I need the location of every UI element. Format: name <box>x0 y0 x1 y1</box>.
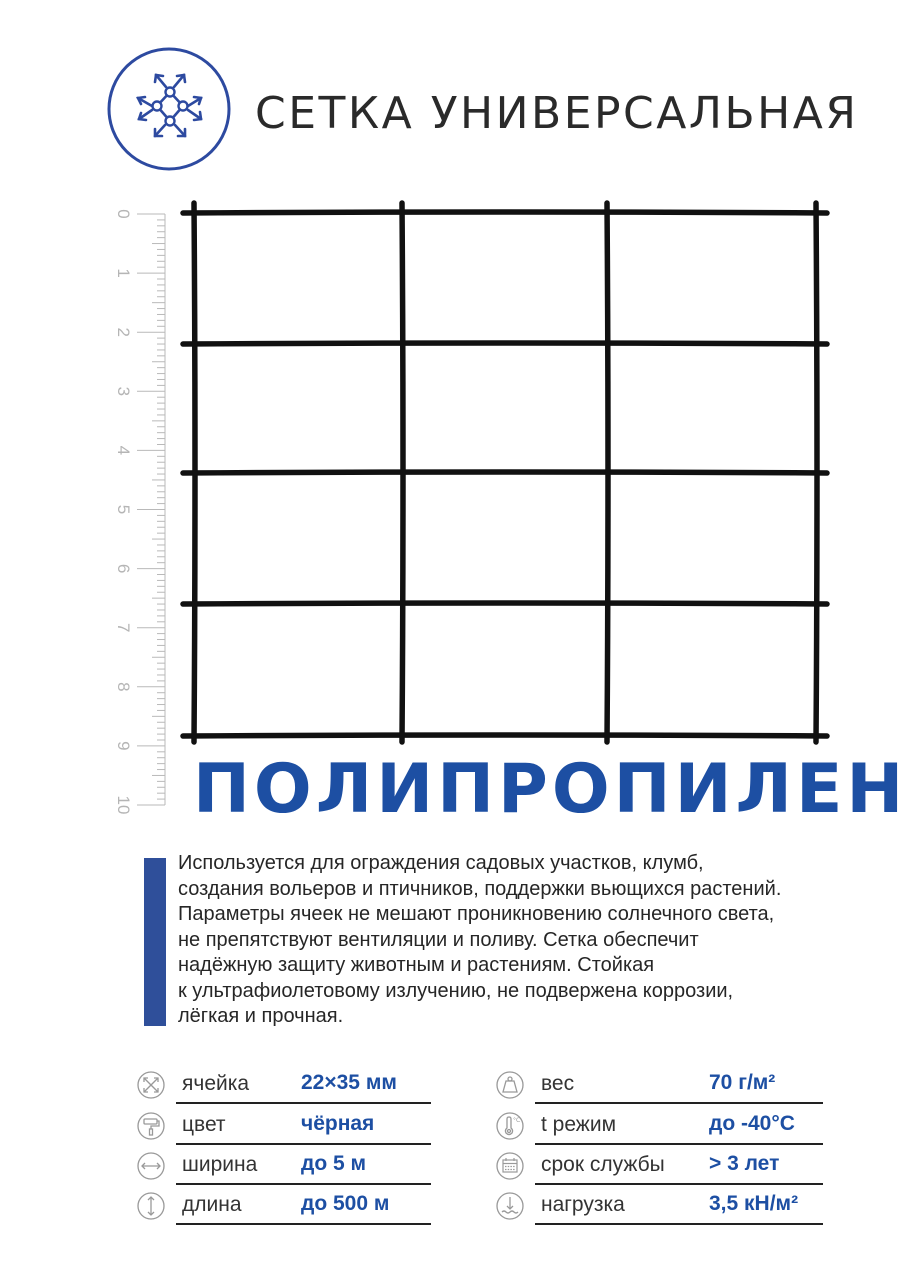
ruler <box>114 209 165 814</box>
divider <box>176 1183 431 1185</box>
mesh-grid <box>183 203 827 742</box>
divider <box>176 1102 431 1104</box>
spec-value: 22×35 мм <box>301 1071 397 1094</box>
spec-label: t режим <box>541 1113 617 1136</box>
ruler-label: 7 <box>114 622 133 633</box>
spec-label: ячейка <box>182 1072 250 1095</box>
divider <box>176 1223 431 1225</box>
spec-value: до -40°C <box>709 1112 795 1135</box>
spec-label: вес <box>541 1072 575 1095</box>
cell-size-icon <box>136 1070 166 1100</box>
description-line: лёгкая и прочная. <box>178 1005 344 1027</box>
description-line: Параметры ячеек не мешают проникновению солнечного света, <box>178 903 775 925</box>
spec-value: до 500 м <box>301 1192 390 1215</box>
svg-text:°C: °C <box>513 1117 521 1124</box>
spec-value: до 5 м <box>301 1152 367 1175</box>
thermometer-icon <box>495 1111 525 1141</box>
spec-value: 3,5 кН/м² <box>709 1192 799 1215</box>
spec-label: срок службы <box>541 1153 665 1176</box>
spec-value: > 3 лет <box>709 1152 780 1175</box>
paint-roller-icon <box>136 1111 166 1141</box>
material-name: ПОЛИПРОПИЛЕН <box>193 750 908 829</box>
description-line: Используется для ограждения садовых участков, клумб, <box>178 852 704 874</box>
width-arrow-icon <box>136 1151 166 1181</box>
ruler-label: 6 <box>114 563 133 574</box>
divider <box>535 1143 823 1145</box>
ruler-label: 0 <box>114 209 133 219</box>
spec-label: нагрузка <box>541 1193 625 1216</box>
weight-icon <box>495 1070 525 1100</box>
spec-value: 70 г/м² <box>709 1071 776 1094</box>
description-line: создания вольеров и птичников, поддержки вьющихся растений. <box>178 877 782 900</box>
ruler-label: 8 <box>114 682 133 692</box>
description-line: к ультрафиолетовому излучению, не подвержена коррозии, <box>178 979 734 1002</box>
ruler-label: 3 <box>114 386 133 397</box>
ruler-label: 5 <box>114 504 133 515</box>
divider <box>535 1183 823 1185</box>
accent-bar <box>144 858 166 1026</box>
ruler-label: 1 <box>114 268 133 278</box>
load-icon <box>495 1191 525 1221</box>
spec-label: цвет <box>182 1113 226 1136</box>
divider <box>535 1223 823 1225</box>
length-arrow-icon <box>136 1191 166 1221</box>
ruler-label: 9 <box>114 741 133 751</box>
ruler-label: 4 <box>114 445 133 456</box>
spec-label: ширина <box>182 1153 258 1176</box>
spec-label: длина <box>182 1193 242 1216</box>
description <box>178 851 878 1030</box>
divider <box>176 1143 431 1145</box>
page-title: СЕТКА УНИВЕРСАЛЬНАЯ <box>255 88 859 139</box>
description-line: надёжную защиту животным и растениям. Стойкая <box>178 954 655 976</box>
description-line: не препятствуют вентиляции и поливу. Сетка обеспечит <box>178 928 699 951</box>
ruler-label: 10 <box>114 795 133 815</box>
spec-value: чёрная <box>301 1112 375 1135</box>
calendar-icon <box>495 1151 525 1181</box>
ruler-label: 2 <box>114 327 133 337</box>
divider <box>535 1102 823 1104</box>
